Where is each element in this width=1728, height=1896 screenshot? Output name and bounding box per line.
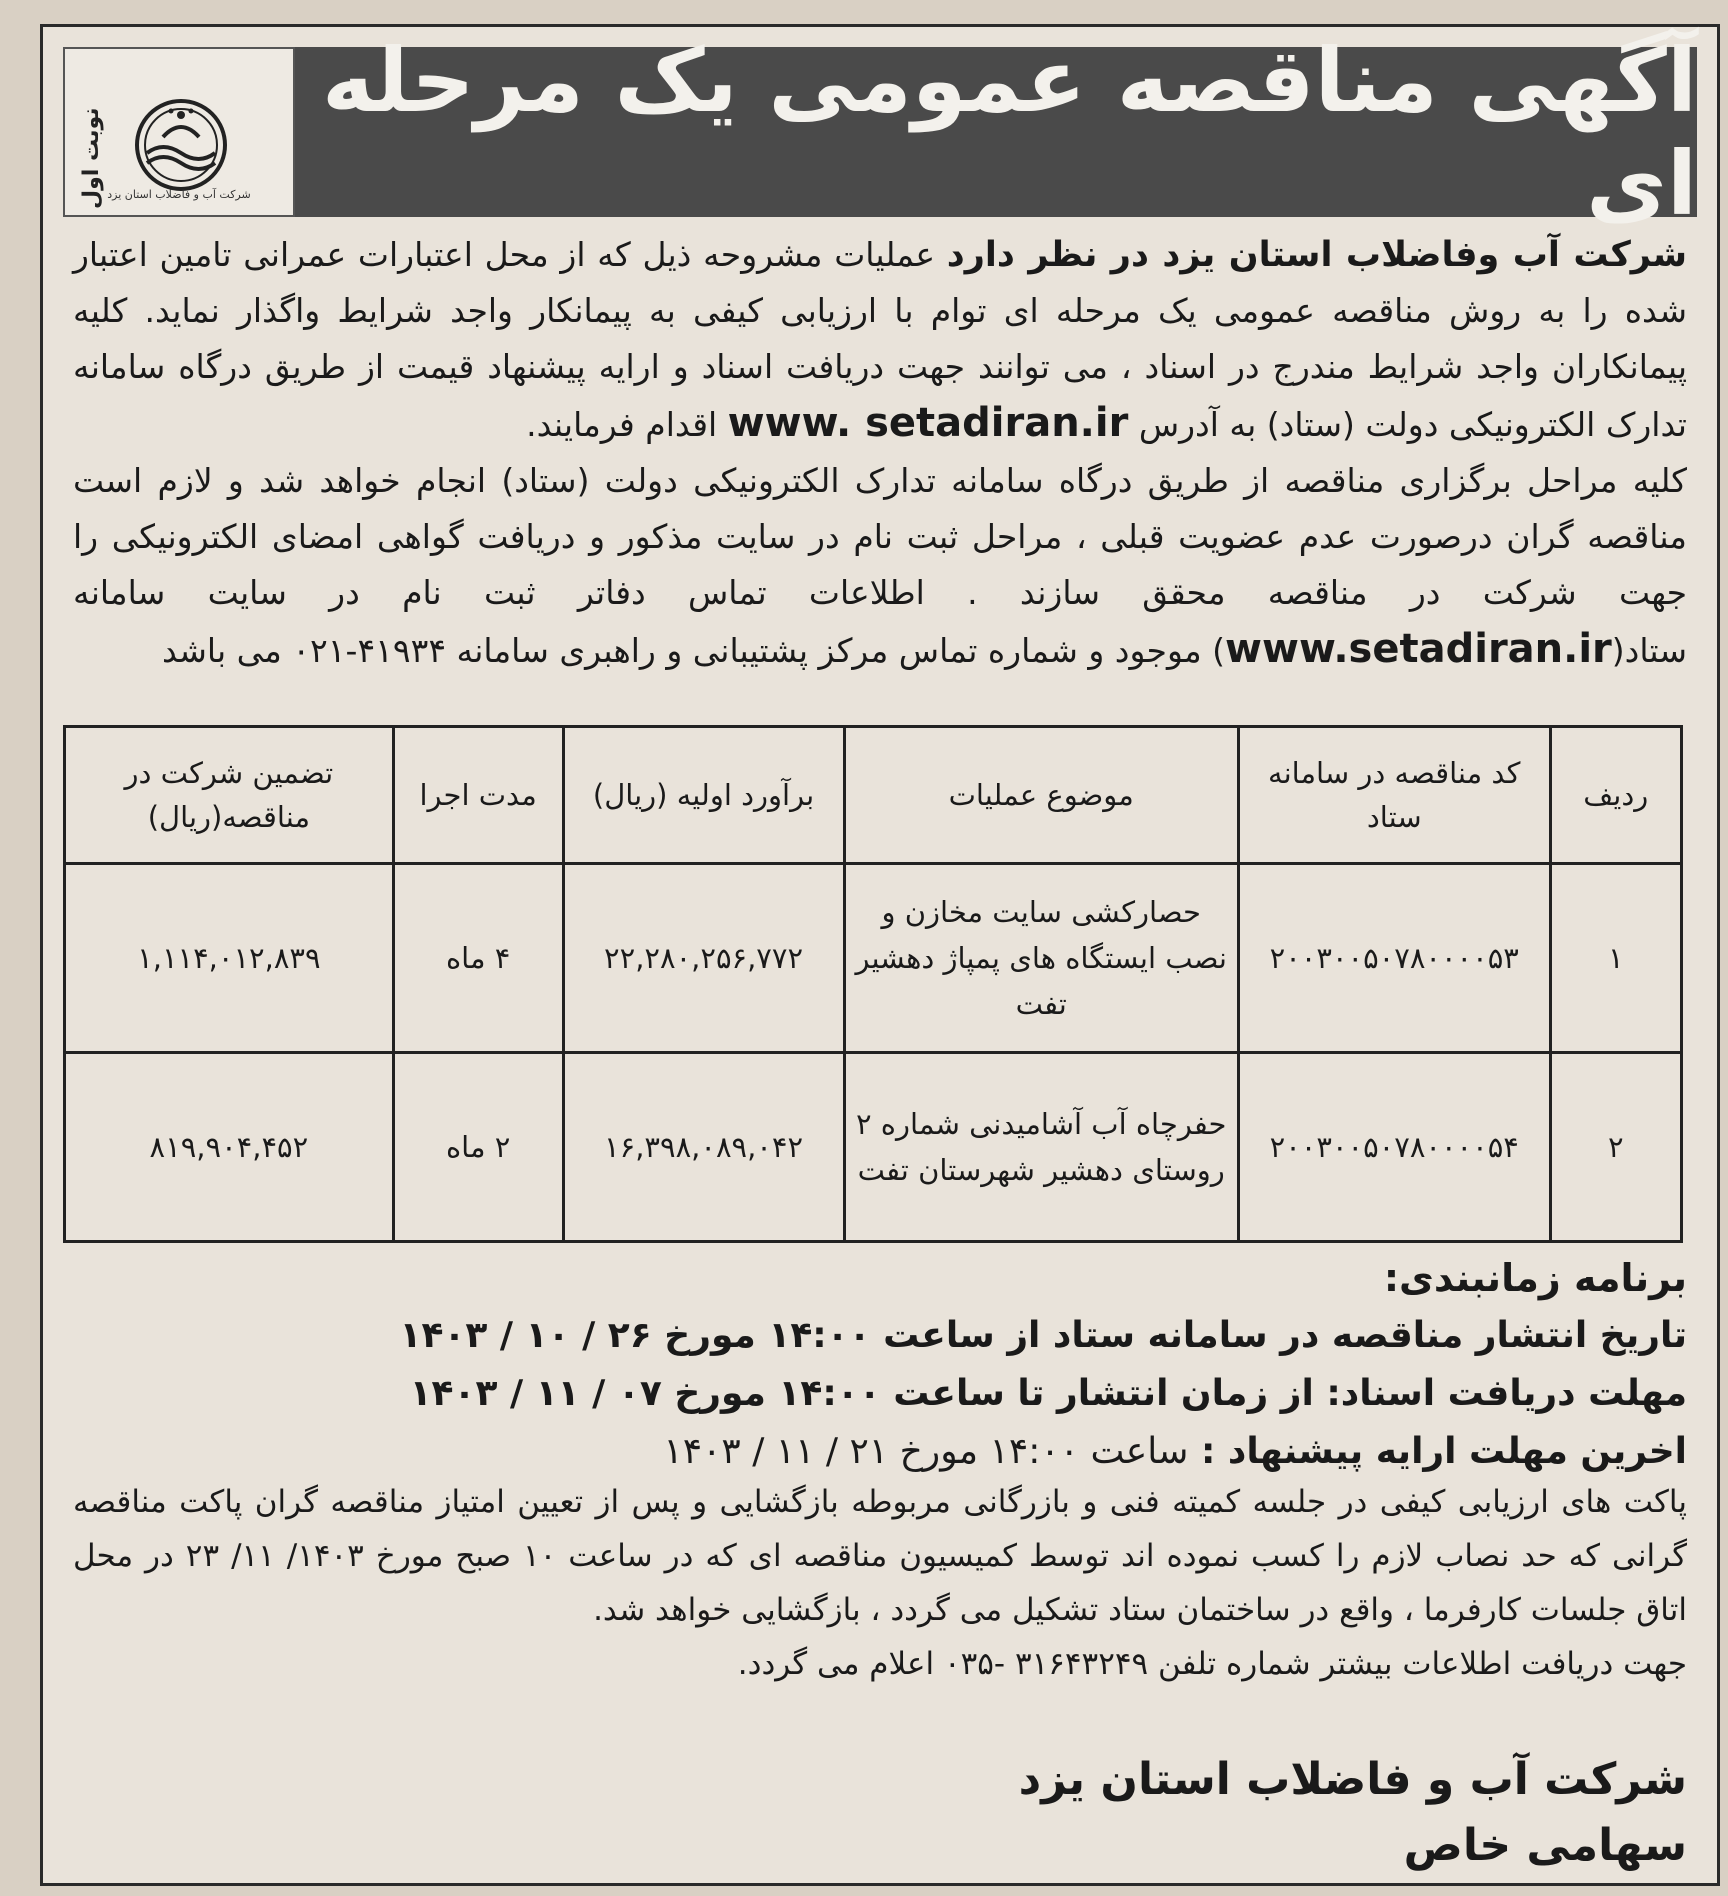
intro-paragraph-2: [73, 453, 1687, 679]
title-banner: [295, 29, 1697, 235]
cell-row: ۱: [1550, 864, 1681, 1053]
setadiran-url-2: www.setadiran.ir: [1225, 626, 1612, 672]
tender-table: [63, 725, 1683, 1243]
table-row: [65, 864, 1682, 1053]
col-code: کد مناقصه در سامانه ستاد: [1238, 727, 1550, 864]
cell-row: ۲: [1550, 1053, 1681, 1242]
docs-deadline-line: مهلت دریافت اسناد: از زمان انتشار تا ساعت ۱۴:۰۰ مورخ ۰۷ / ۱۱ / ۱۴۰۳: [409, 1373, 1687, 1414]
offer-deadline-label: اخرین مهلت ارایه پیشنهاد :: [1200, 1431, 1687, 1472]
intro-p2-end: ) موجود و شماره تماس مرکز پشتیبانی و راهبری سامانه ۴۱۹۳۴-۰۲۱ می باشد: [161, 631, 1226, 670]
closing-paragraph-1: پاکت های ارزیابی کیفی در جلسه کمیته فنی و بازرگانی مربوطه بازگشایی و پس از تعیین امتیاز مناقصه گران پاکت مناقصه گرانی که حد نصاب لازم را کسب نموده اند توسط کمیسیون مناقصه ای که در ساعت ۱۰ صبح مورخ ۱۴۰۳/ ۱۱/ ۲۳ در محل اتاق جلسات کارفرما ، واقع در ساختمان ستاد تشکیل می گردد ، بازگشایی خواهد شد.: [73, 1484, 1687, 1628]
cell-guarantee: ۸۱۹,۹۰۴,۴۵۲: [65, 1053, 394, 1242]
closing-text: [73, 1475, 1687, 1691]
signature-block: [1019, 1747, 1687, 1879]
tender-notice: [40, 24, 1720, 1886]
signature-company: شرکت آب و فاضلاب استان یزد: [1018, 1754, 1687, 1805]
col-duration: مدت اجرا: [393, 727, 563, 864]
cell-subject: حفرچاه آب آشامیدنی شماره ۲ روستای دهشیر شهرستان تفت: [844, 1053, 1238, 1242]
col-subject: موضوع عملیات: [844, 727, 1238, 864]
notice-title: آگهی مناقصه عمومی یک مرحله ای: [321, 29, 1697, 235]
cell-code: ۲۰۰۳۰۰۵۰۷۸۰۰۰۰۵۴: [1238, 1053, 1550, 1242]
offer-deadline-value: ساعت ۱۴:۰۰ مورخ ۲۱ / ۱۱ / ۱۴۰۳: [663, 1431, 1189, 1472]
cell-duration: ۲ ماه: [393, 1053, 563, 1242]
cell-duration: ۴ ماه: [393, 864, 563, 1053]
intro-p1-end: اقدام فرمایند.: [526, 405, 718, 444]
closing-paragraph-2: جهت دریافت اطلاعات بیشتر شماره تلفن ۳۱۶۴۳۲۴۹ -۰۳۵ اعلام می گردد.: [737, 1646, 1687, 1682]
signature-type: سهامی خاص: [1403, 1820, 1687, 1871]
cell-code: ۲۰۰۳۰۰۵۰۷۸۰۰۰۰۵۳: [1238, 864, 1550, 1053]
setadiran-url: www. setadiran.ir: [727, 400, 1129, 446]
notice-header: [63, 29, 1697, 235]
logo-caption: شرکت آب و فاضلاب استان یزد: [107, 188, 251, 201]
intro-p1-body: عملیات مشروحه ذیل که از محل اعتبارات عمرانی تامین اعتبار شده را به روش مناقصه عمومی یک مرحله ای توام با ارزیابی کیفی به پیمانکار واجد شرایط واگذار نماید. کلیه پیمانکاران واجد شرایط مندرج در اسناد ، می توانند جهت دریافت اسناد و ارایه پیشنهاد قیمت از طریق درگاه سامانه تدارک الکترونیکی دولت (ستاد) به آدرس: [73, 235, 1687, 444]
intro-paragraph-1: [73, 227, 1687, 453]
cell-subject: حصارکشی سایت مخازن و نصب ایستگاه های پمپاژ دهشیر تفت: [844, 864, 1238, 1053]
intro-p2-body: کلیه مراحل برگزاری مناقصه از طریق درگاه سامانه تدارک الکترونیکی دولت (ستاد) انجام خواهد شد و لازم است مناقصه گران درصورت عدم عضویت قبلی ، مراحل ثبت نام در سایت مذکور و دریافت گواهی امضای الکترونیکی را جهت شرکت در مناقصه محقق سازند . اطلاعات تماس دفاتر ثبت نام در سایت سامانه ستاد(: [73, 461, 1687, 670]
intro-text: [73, 227, 1687, 679]
logo-box: [63, 47, 295, 217]
col-row: ردیف: [1550, 727, 1681, 864]
intro-lead: شرکت آب وفاضلاب استان یزد در نظر دارد: [946, 235, 1687, 275]
cell-estimate: ۲۲,۲۸۰,۲۵۶,۷۷۲: [563, 864, 844, 1053]
table-row: [65, 1053, 1682, 1242]
col-guarantee: تضمین شرکت در مناقصه(ریال): [65, 727, 394, 864]
first-round-label: نوبت اول: [79, 107, 104, 209]
schedule-title: برنامه زمانبندی:: [1383, 1256, 1687, 1300]
offer-deadline-line: [73, 1423, 1687, 1481]
publish-date-line: تاریخ انتشار مناقصه در سامانه ستاد از ساعت ۱۴:۰۰ مورخ ۲۶ / ۱۰ / ۱۴۰۳: [399, 1315, 1687, 1356]
cell-guarantee: ۱,۱۱۴,۰۱۲,۸۳۹: [65, 864, 394, 1053]
table-header-row: [65, 727, 1682, 864]
water-company-logo: [133, 97, 229, 193]
col-estimate: برآورد اولیه (ریال): [563, 727, 844, 864]
schedule-section: [73, 1249, 1687, 1481]
cell-estimate: ۱۶,۳۹۸,۰۸۹,۰۴۲: [563, 1053, 844, 1242]
